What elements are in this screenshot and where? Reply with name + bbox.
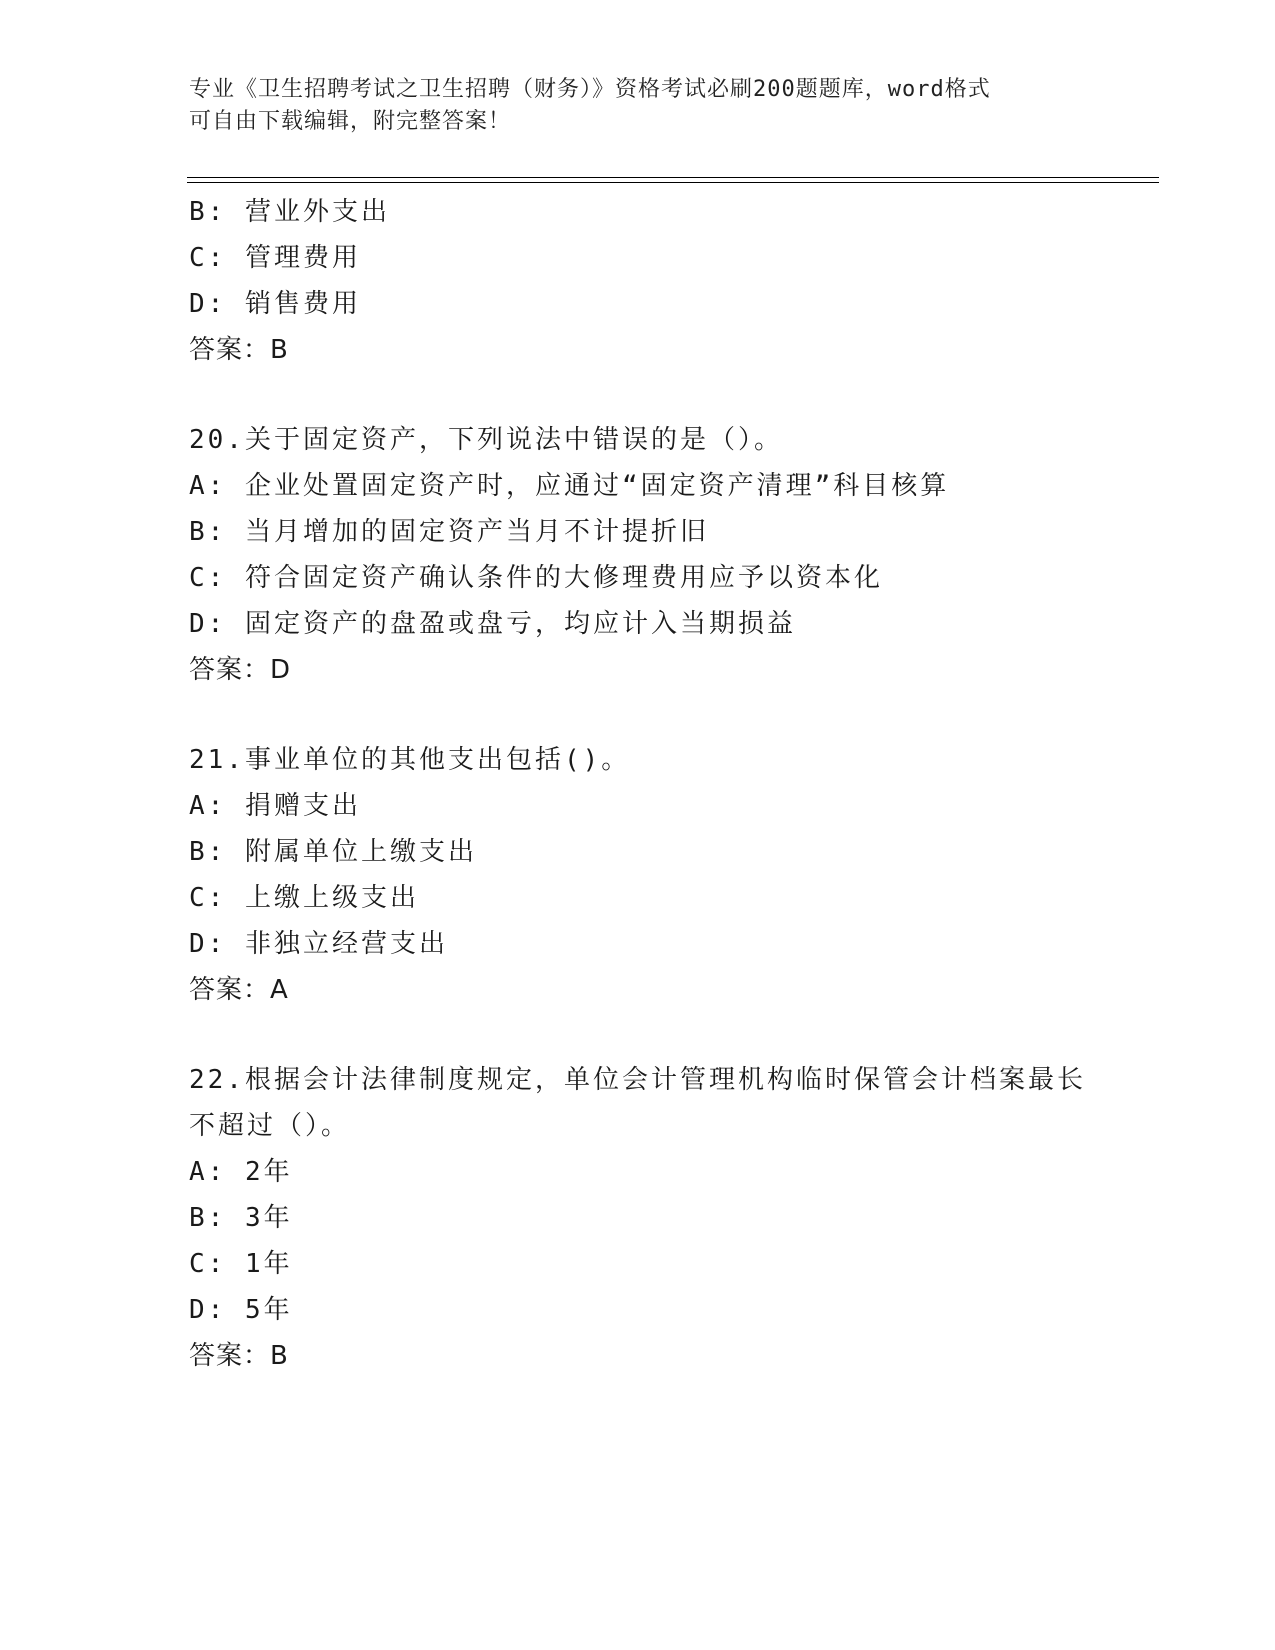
spacer xyxy=(189,693,1089,737)
question-list xyxy=(189,189,1089,1379)
spacer xyxy=(189,373,1089,417)
header-title-line-2: 可自由下载编辑，附完整答案！ xyxy=(189,109,512,134)
question-text-line-1: 22.根据会计法律制度规定，单位会计管理机构临时保管会计档案最长 xyxy=(189,1065,1086,1095)
option-b: B: 营业外支出 xyxy=(189,197,390,227)
option-a: A: 企业处置固定资产时，应通过“固定资产清理”科目核算 xyxy=(189,471,950,501)
answer-line: 答案：A xyxy=(189,975,289,1005)
option-c: C: 1年 xyxy=(189,1249,293,1279)
option-c: C: 上缴上级支出 xyxy=(189,883,419,913)
header-title-line-1: 专业《卫生招聘考试之卫生招聘（财务）》资格考试必刷200题题库，word格式 xyxy=(189,77,991,102)
answer-line: 答案：D xyxy=(189,655,292,685)
question-block-22 xyxy=(189,1057,1089,1379)
option-b: B: 3年 xyxy=(189,1203,293,1233)
question-text: 20.关于固定资产，下列说法中错误的是（）。 xyxy=(189,425,783,455)
answer-line: 答案：B xyxy=(189,1341,289,1371)
option-c: C: 符合固定资产确认条件的大修理费用应予以资本化 xyxy=(189,563,883,593)
question-block-21 xyxy=(189,737,1089,1013)
option-a: A: 2年 xyxy=(189,1157,293,1187)
question-text-line-2: 不超过（）。 xyxy=(189,1111,351,1141)
option-d: D: 5年 xyxy=(189,1295,293,1325)
option-b: B: 当月增加的固定资产当月不计提折旧 xyxy=(189,517,709,547)
option-b: B: 附属单位上缴支出 xyxy=(189,837,477,867)
question-block-20 xyxy=(189,417,1089,693)
header-divider-top xyxy=(187,177,1159,178)
option-c: C: 管理费用 xyxy=(189,243,361,273)
answer-line: 答案：B xyxy=(189,335,289,365)
option-d: D: 固定资产的盘盈或盘亏，均应计入当期损益 xyxy=(189,609,796,639)
question-block-19 xyxy=(189,189,1089,373)
option-a: A: 捐赠支出 xyxy=(189,791,361,821)
spacer xyxy=(189,1013,1089,1057)
document-header xyxy=(189,74,1069,138)
option-d: D: 销售费用 xyxy=(189,289,361,319)
question-text: 21.事业单位的其他支出包括()。 xyxy=(189,745,631,775)
option-d: D: 非独立经营支出 xyxy=(189,929,448,959)
header-divider-bottom xyxy=(187,182,1159,183)
